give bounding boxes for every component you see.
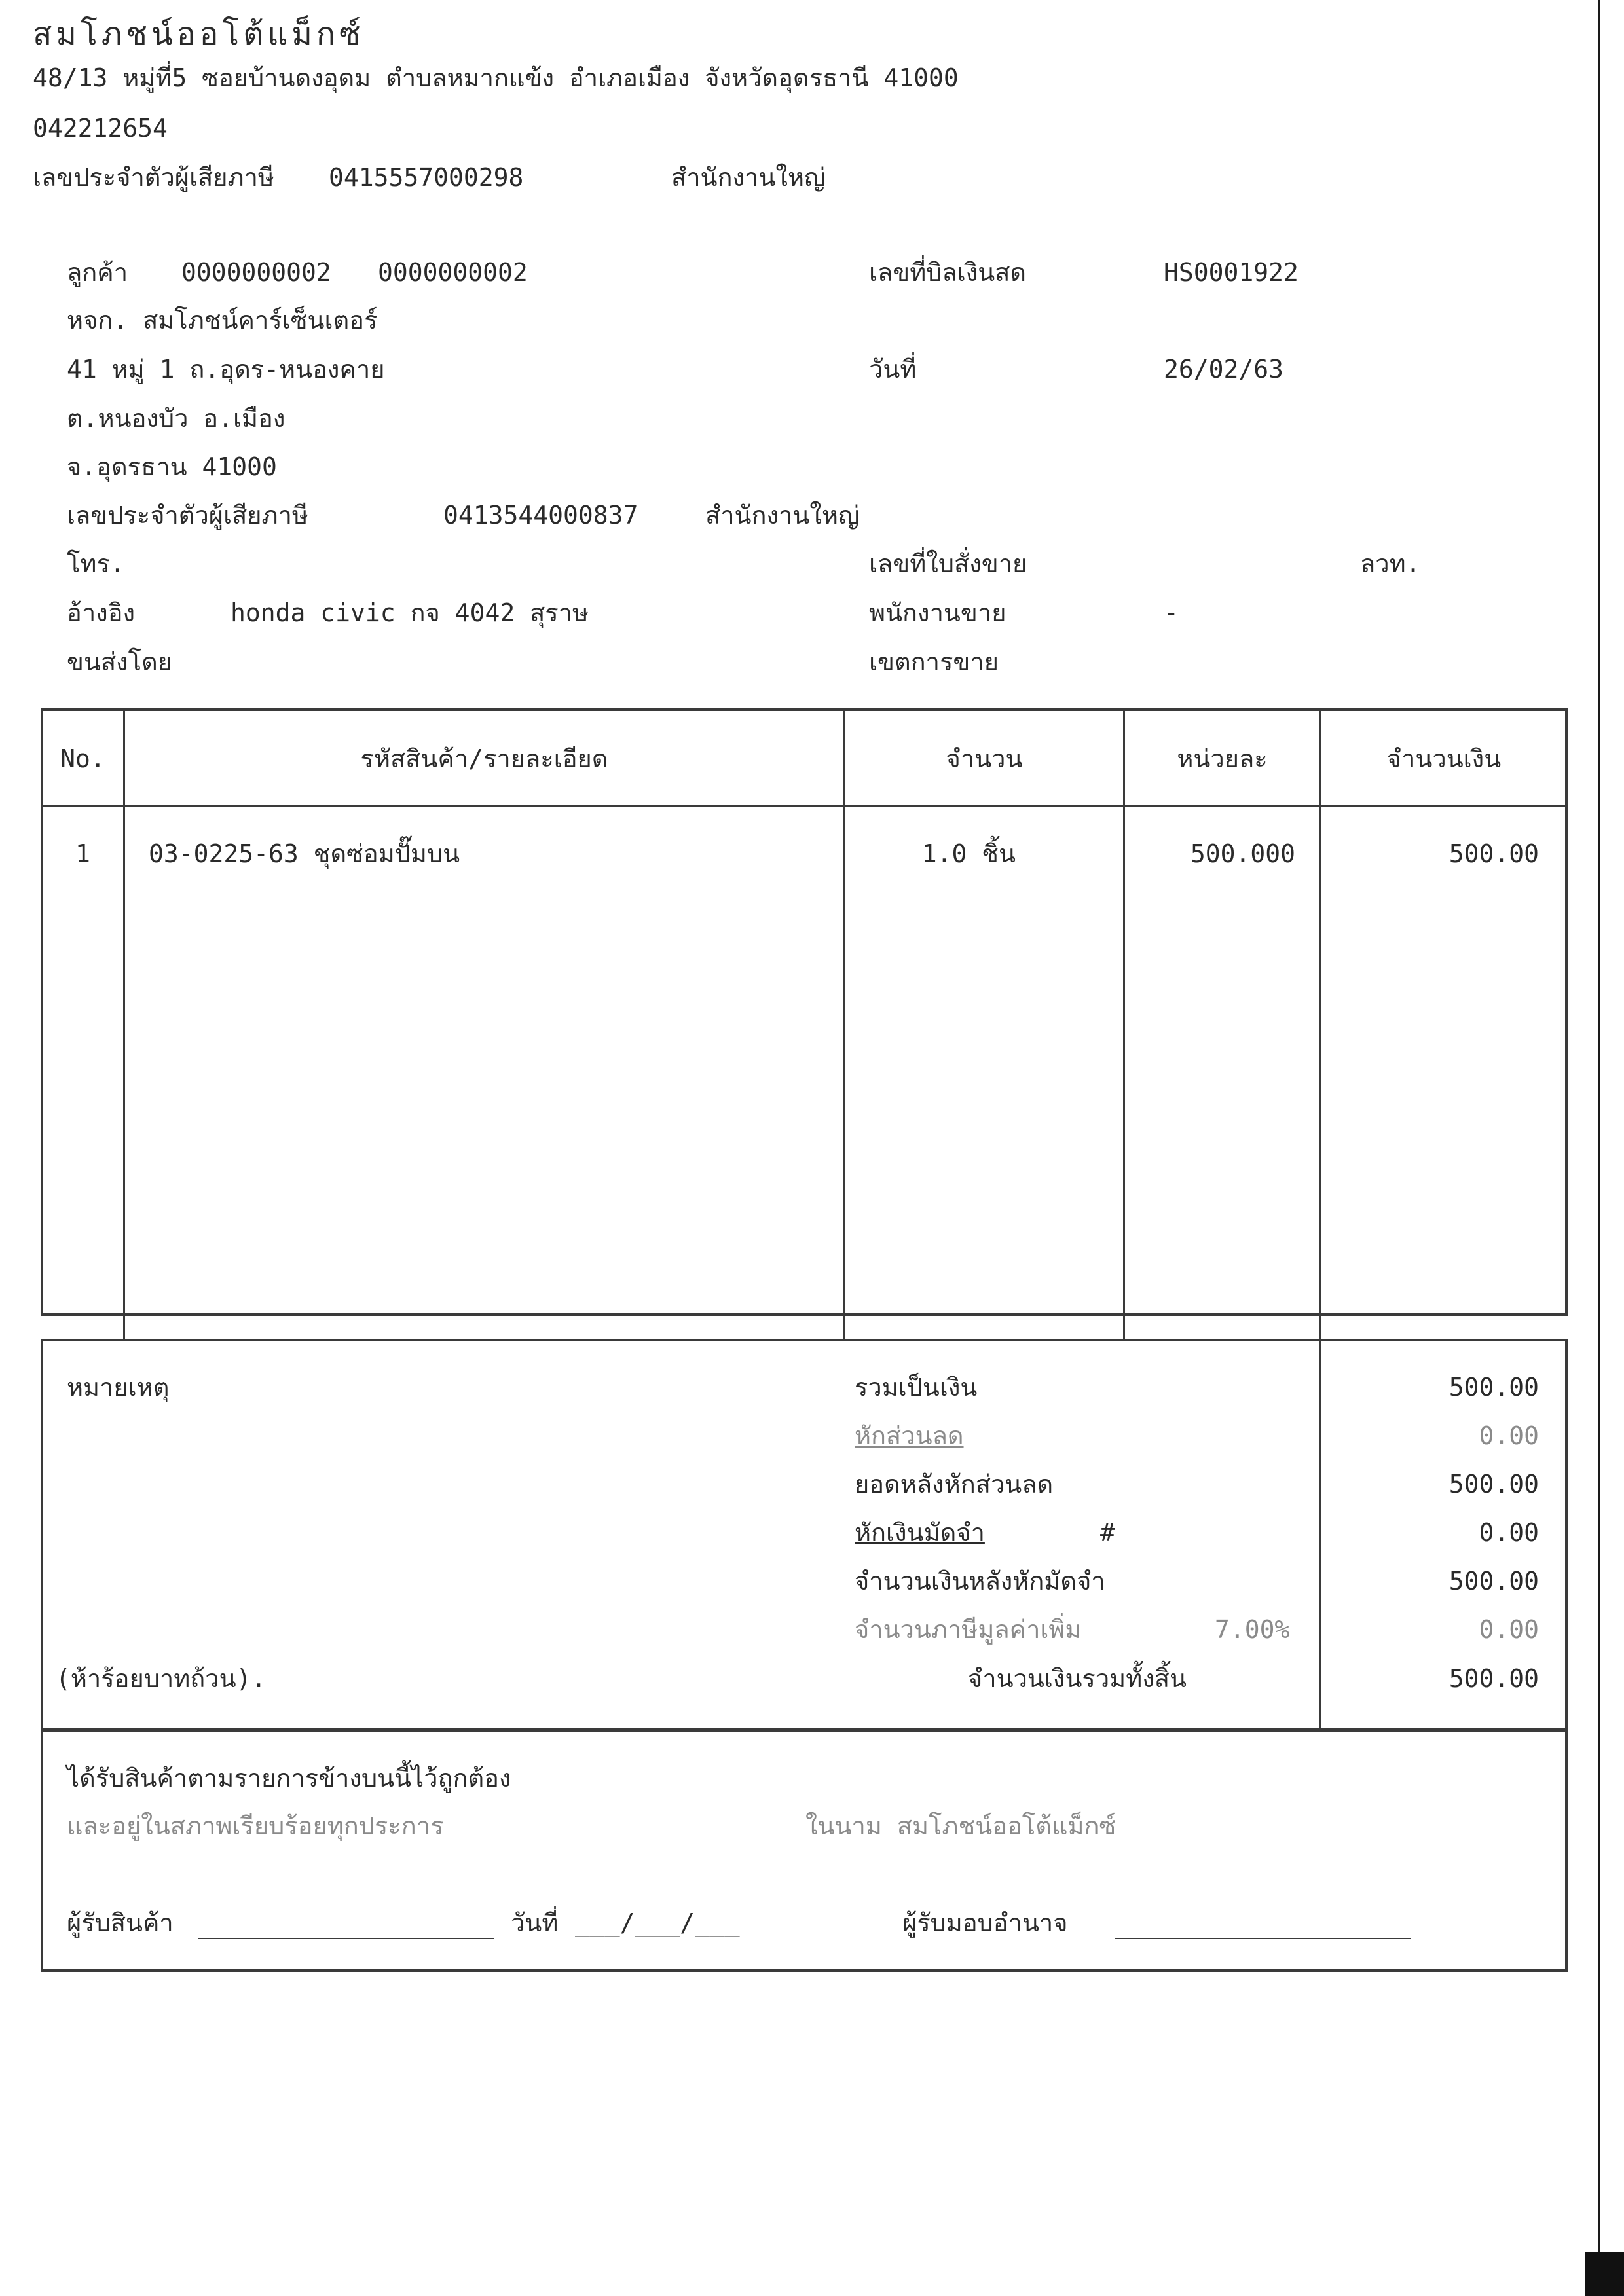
reference-value: honda civic กจ 4042 สุราษ bbox=[231, 598, 589, 627]
grand-total-value: 500.00 bbox=[1449, 1664, 1539, 1693]
receive-date-blank: ___/___/___ bbox=[575, 1908, 740, 1937]
authorized-signature-line bbox=[1115, 1938, 1411, 1939]
customer-code-1: 0000000002 bbox=[181, 258, 331, 287]
amount-in-words: (ห้าร้อยบาทถ้วน). bbox=[56, 1664, 267, 1693]
subtotal-label: รวมเป็นเงิน bbox=[855, 1373, 978, 1402]
company-phone: 042212654 bbox=[33, 114, 168, 143]
remark-label: หมายเหตุ bbox=[67, 1373, 170, 1402]
grand-total-label: จำนวนเงินรวมทั้งสิ้น bbox=[968, 1664, 1187, 1693]
customer-tax-id: 0413544000837 bbox=[443, 501, 638, 530]
row-qty: 1.0 ชิ้น bbox=[921, 839, 1016, 868]
header-qty: จำนวน bbox=[946, 744, 1023, 773]
row-unit-price: 500.000 bbox=[1190, 839, 1295, 868]
bill-date-label: วันที่ bbox=[869, 355, 917, 384]
vat-value: 0.00 bbox=[1479, 1615, 1539, 1644]
col-divider-3 bbox=[1123, 708, 1125, 1341]
receiver-label: ผู้รับสินค้า bbox=[67, 1908, 174, 1937]
customer-label: ลูกค้า bbox=[67, 258, 128, 287]
after-discount-value: 500.00 bbox=[1449, 1470, 1539, 1499]
customer-name: หจก. สมโภชน์คาร์เซ็นเตอร์ bbox=[67, 306, 378, 335]
header-description: รหัสสินค้า/รายละเอียด bbox=[360, 744, 608, 773]
customer-code-2: 0000000002 bbox=[378, 258, 528, 287]
header-unit-price: หน่วยละ bbox=[1177, 744, 1268, 773]
after-deposit-label: จำนวนเงินหลังหักมัดจำ bbox=[855, 1567, 1105, 1595]
deposit-label: หักเงินมัดจำ bbox=[855, 1518, 985, 1547]
sales-order-value: ลวท. bbox=[1360, 549, 1421, 578]
company-name: สมโภชน์ออโต้แม็กซ์ bbox=[33, 16, 365, 52]
authorized-label: ผู้รับมอบอำนาจ bbox=[902, 1908, 1068, 1937]
shipping-label: ขนส่งโดย bbox=[67, 647, 173, 676]
after-deposit-value: 500.00 bbox=[1449, 1567, 1539, 1595]
row-no: 1 bbox=[75, 839, 90, 868]
subtotal-value: 500.00 bbox=[1449, 1373, 1539, 1402]
sales-area-label: เขตการขาย bbox=[869, 647, 999, 676]
vat-rate: 7.00% bbox=[1215, 1615, 1290, 1644]
customer-tax-id-label: เลขประจำตัวผู้เสียภาษี bbox=[67, 501, 308, 530]
row-amount: 500.00 bbox=[1449, 839, 1539, 868]
condition-note: และอยู่ในสภาพเรียบร้อยทุกประการ bbox=[67, 1812, 444, 1840]
salesperson-label: พนักงานขาย bbox=[869, 598, 1006, 627]
discount-value: 0.00 bbox=[1479, 1421, 1539, 1450]
company-tax-id: 0415557000298 bbox=[329, 163, 524, 192]
customer-address-2: ต.หนองบัว อ.เมือง bbox=[67, 404, 286, 433]
company-branch: สำนักงานใหญ่ bbox=[671, 163, 826, 192]
salesperson-value: - bbox=[1164, 598, 1179, 627]
after-discount-label: ยอดหลังหักส่วนลด bbox=[855, 1470, 1054, 1499]
sales-order-label: เลขที่ใบสั่งขาย bbox=[869, 549, 1027, 578]
bill-number-label: เลขที่บิลเงินสด bbox=[869, 258, 1027, 287]
on-behalf-note: ในนาม สมโภชน์ออโต้แม็กซ์ bbox=[805, 1812, 1116, 1840]
col-divider-2 bbox=[843, 708, 845, 1341]
deposit-value: 0.00 bbox=[1479, 1518, 1539, 1547]
bill-date: 26/02/63 bbox=[1164, 355, 1284, 384]
customer-address-1: 41 หมู่ 1 ถ.อุดร-หนองคาย bbox=[67, 355, 385, 384]
customer-branch: สำนักงานใหญ่ bbox=[705, 501, 860, 530]
company-tax-id-label: เลขประจำตัวผู้เสียภาษี bbox=[33, 163, 274, 192]
discount-label: หักส่วนลด bbox=[855, 1421, 964, 1450]
scan-corner-mark bbox=[1585, 2252, 1624, 2296]
header-no: No. bbox=[60, 744, 105, 773]
table-header-divider bbox=[41, 805, 1568, 807]
scan-right-edge bbox=[1598, 0, 1624, 2296]
items-table-frame bbox=[41, 708, 1568, 1316]
row-description: 03-0225-63 ชุดซ่อมปั๊มบน bbox=[149, 839, 460, 868]
received-note: ได้รับสินค้าตามรายการข้างบนนี้ไว้ถูกต้อง bbox=[67, 1764, 511, 1793]
header-amount: จำนวนเงิน bbox=[1386, 744, 1502, 773]
receive-date-label: วันที่ bbox=[511, 1908, 559, 1937]
customer-address-3: จ.อุดรธาน 41000 bbox=[67, 452, 277, 481]
bill-number: HS0001922 bbox=[1164, 258, 1299, 287]
deposit-mark: # bbox=[1100, 1518, 1115, 1547]
receiver-signature-line bbox=[198, 1938, 494, 1939]
company-address: 48/13 หมู่ที่5 ซอยบ้านดงอุดม ตำบลหมากแข้ง อำเภอเมือง จังหวัดอุดรธานี 41000 bbox=[33, 64, 959, 92]
col-divider-1 bbox=[123, 708, 125, 1341]
reference-label: อ้างอิง bbox=[67, 598, 136, 627]
vat-label: จำนวนภาษีมูลค่าเพิ่ม bbox=[855, 1615, 1082, 1644]
customer-phone-label: โทร. bbox=[67, 549, 125, 578]
